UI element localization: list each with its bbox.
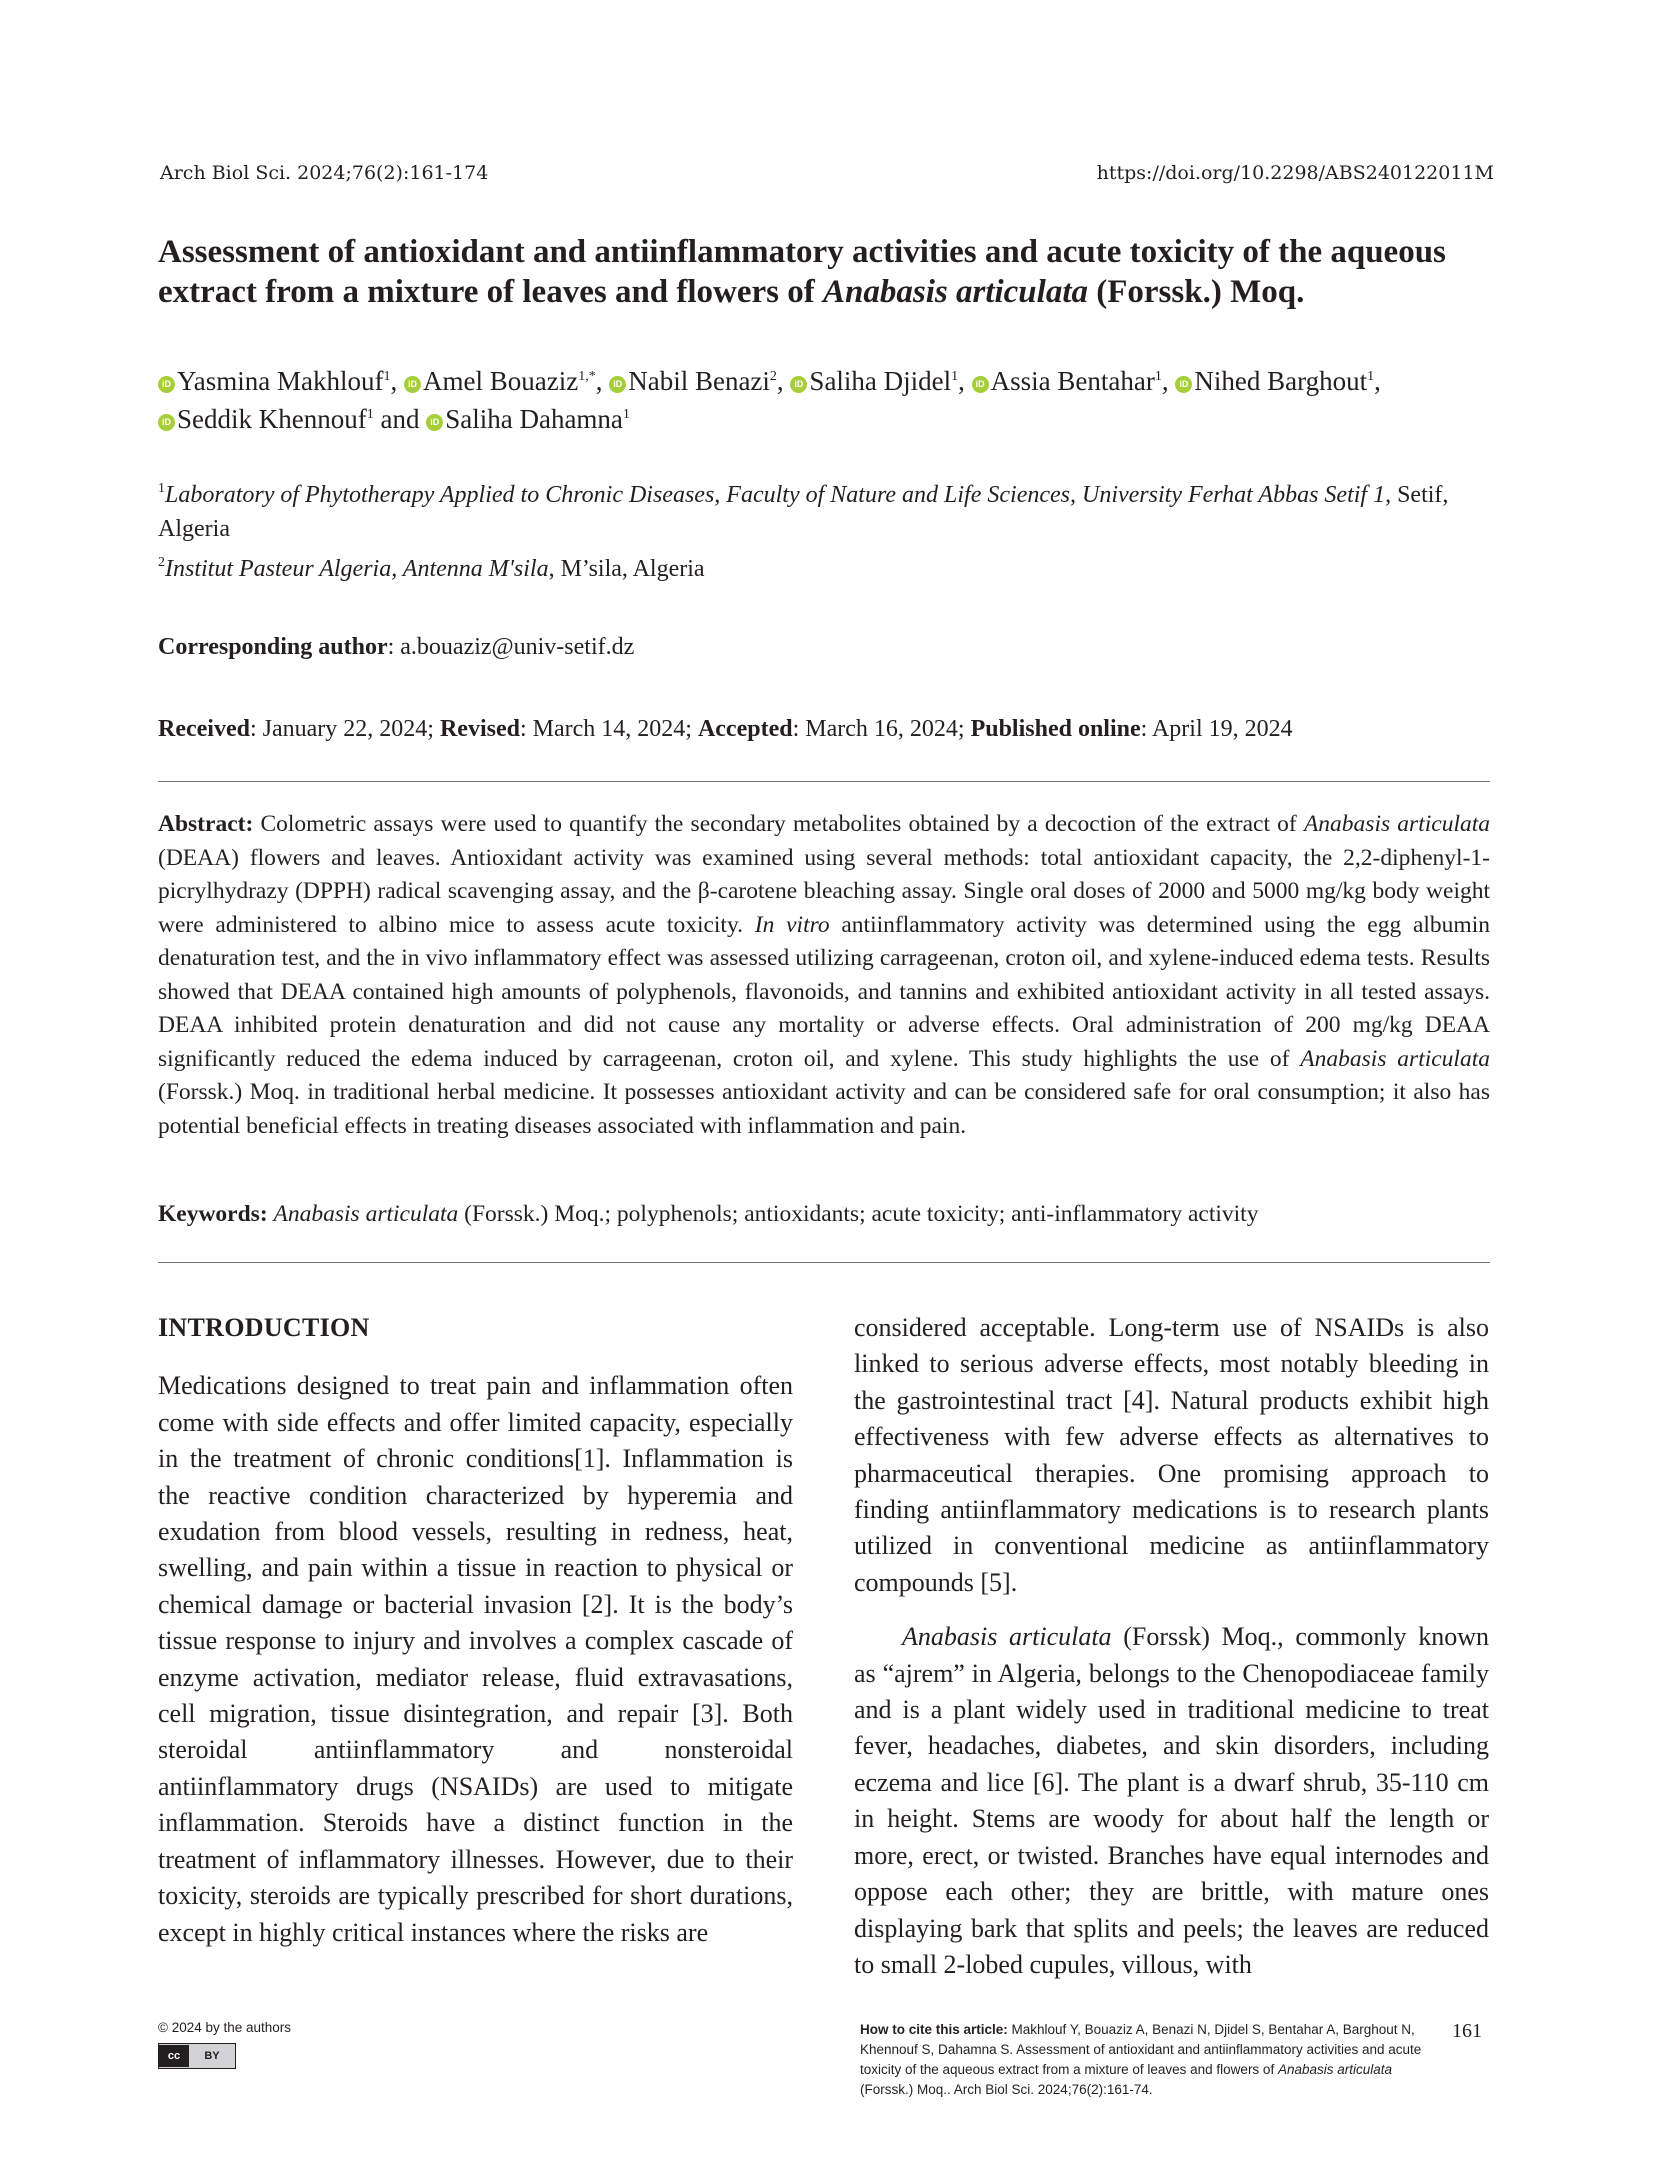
doi-link[interactable]: https://doi.org/10.2298/ABS240122011M	[1096, 162, 1494, 184]
affiliation-2	[158, 552, 1498, 586]
author-name: Assia Bentahar	[990, 366, 1155, 396]
author-name: Amel Bouaziz	[423, 366, 579, 396]
author	[426, 404, 630, 434]
revised-label: Revised	[439, 716, 520, 742]
orcid-icon[interactable]: iD	[609, 376, 626, 393]
affiliation-mark: 2	[158, 555, 165, 570]
author-separator: ,	[390, 366, 405, 396]
cc-logo-icon: cc	[159, 2045, 189, 2067]
author-name: Nabil Benazi	[628, 366, 770, 396]
keywords-species: Anabasis articulata	[273, 1201, 459, 1227]
revised-date: : March 14, 2024;	[519, 716, 698, 742]
abstract-in-vitro: In vitro	[754, 911, 830, 938]
author-affiliation-mark: 1	[622, 407, 630, 422]
keywords-list: (Forssk.) Moq.; polyphenols; antioxidants; acute toxicity; anti-inflammatory activity	[458, 1201, 1259, 1227]
orcid-icon[interactable]: iD	[1175, 376, 1192, 393]
published-date: : April 19, 2024	[1140, 716, 1293, 742]
citation-text: (Forssk.) Moq.. Arch Biol Sci. 2024;76(2):161-74.	[860, 2082, 1153, 2097]
corresponding-author	[158, 634, 634, 661]
author	[158, 404, 426, 434]
author	[972, 366, 1176, 396]
author	[404, 366, 609, 396]
orcid-icon[interactable]: iD	[404, 376, 421, 393]
accepted-date: : March 16, 2024;	[792, 716, 971, 742]
orcid-icon[interactable]: iD	[426, 414, 443, 431]
author-affiliation-mark: 1	[1367, 369, 1375, 384]
author-affiliation-mark: 1	[383, 369, 391, 384]
body-column-right	[854, 1310, 1489, 1983]
affiliation-mark: 1	[158, 481, 165, 496]
author	[790, 366, 971, 396]
author-name: Nihed Barghout	[1194, 366, 1368, 396]
author-name: Saliha Dahamna	[445, 404, 623, 434]
affiliation-location: Setif, Algeria	[158, 482, 1449, 542]
orcid-icon[interactable]: iD	[158, 376, 175, 393]
accepted-label: Accepted	[697, 716, 793, 742]
author-separator: and	[373, 404, 427, 434]
page-number: 161	[1452, 2020, 1482, 2042]
citation-text: Makhlouf Y, Bouaziz A, Benazi N, Djidel S, Bentahar A, Barghout N, Khennouf S, Dahamna S. Assessment of antioxidant and antiinflammatory activities and acute toxicity of the aqueous extract from a mixture of leaves and flowers of	[860, 2022, 1422, 2077]
copyright-notice: © 2024 by the authors	[158, 2020, 292, 2035]
affiliation-1	[158, 478, 1498, 546]
title-part-2: (Forssk.) Moq.	[1088, 274, 1305, 310]
divider-top	[158, 781, 1490, 782]
paragraph-species: Anabasis articulata	[902, 1622, 1112, 1652]
author-separator: ,	[1374, 366, 1381, 396]
citation-label: How to cite this article:	[860, 2022, 1008, 2037]
article-title	[158, 232, 1498, 312]
intro-paragraph-1: Medications designed to treat pain and inflammation often come with side effects and offer limited capacity, especially in the treatment of chronic conditions[1]. Inflammation is the reactive condition characterized by hyperemia and exudation from blood vessels, resulting in redness, heat, swelling, and pain within a tissue in reaction to physical or chemical damage or bacterial invasion [2]. It is the body’s tissue response to injury and involves a complex cascade of enzyme activation, mediator release, fluid extravasations, cell migration, tissue disintegration, and repair [3]. Both steroidal antiinflammatory and nonsteroidal antiinflammatory drugs (NSAIDs) are used to mitigate inflammation. Steroids have a distinct function in the treatment of inflammatory illnesses. However, due to their toxicity, steroids are typically prescribed for short durations, except in highly critical instances where the risks are	[158, 1371, 793, 1947]
keywords-label: Keywords:	[158, 1201, 268, 1227]
abstract-text: (DEAA) flowers and leaves. Antioxidant activity was examined using several methods: total antioxidant capacity, the 2,2-diphenyl-1-picrylhydrazy (DPPH) radical scavenging assay, and the β-carotene bleaching assay. Single oral doses of 2000 and 5000 mg/kg body weight were administered to albino mice to assess acute toxicity.	[158, 844, 1490, 938]
abstract	[158, 808, 1490, 1143]
body-column-left	[158, 1310, 793, 1951]
received-label: Received	[158, 716, 250, 742]
author-separator: ,	[1161, 366, 1176, 396]
paragraph-text: (Forssk) Moq., commonly known as “ajrem” in Algeria, belongs to the Chenopodiaceae family and is a plant widely used in traditional medicine to treat fever, headaches, diabetes, and skin disorders, including eczema and lice [6]. The plant is a dwarf shrub, 35-110 cm in height. Stems are woody for about half the length or more, erect, or twisted. Branches have equal internodes and oppose each other; they are brittle, with mature ones displaying bark that splits and peels; the leaves are reduced to small 2-lobed cupules, villous, with	[854, 1622, 1489, 1979]
by-attribution-icon: BY	[204, 2050, 220, 2062]
abstract-text: (Forssk.) Moq. in traditional herbal medicine. It possesses antioxidant activity and can be considered safe for oral consumption; it also has potential beneficial effects in treating diseases associated with inflammation and pain.	[158, 1079, 1490, 1139]
author-list	[158, 362, 1498, 438]
author-affiliation-mark: 1	[951, 369, 959, 384]
author	[158, 366, 404, 396]
author-name: Saliha Djidel	[809, 366, 952, 396]
author-affiliation-mark: 1,*	[578, 369, 596, 384]
orcid-icon[interactable]: iD	[972, 376, 989, 393]
abstract-species: Anabasis articulata	[1303, 811, 1491, 837]
citation-species: Anabasis articulata	[1277, 2062, 1393, 2077]
author	[1175, 366, 1380, 396]
abstract-text: Colometric assays were used to quantify the secondary metabolites obtained by a decoction of the extract of	[253, 811, 1304, 837]
intro-paragraph-2: considered acceptable. Long-term use of NSAIDs is also linked to serious adverse effects, most notably bleeding in the gastrointestinal tract [4]. Natural products exhibit high effectiveness with few adverse effects as alternatives to pharmaceutical therapies. One promising approach to finding antiinflammatory medications is to research plants utilized in conventional medicine as antiinflammatory compounds [5].	[854, 1313, 1489, 1597]
affiliation-location: , M’sila, Algeria	[548, 556, 705, 582]
title-part-1: Assessment of antioxidant and antiinflammatory activities and acute toxicity of the aqueous extract from a mixture of leaves and flowers of	[158, 234, 1446, 310]
title-species: Anabasis articulata	[823, 274, 1088, 310]
received-date: : January 22, 2024;	[249, 716, 440, 742]
author-separator: ,	[595, 366, 610, 396]
keywords	[158, 1198, 1490, 1232]
author-name: Seddik Khennouf	[177, 404, 367, 434]
orcid-icon[interactable]: iD	[790, 376, 807, 393]
author-affiliation-mark: 1	[366, 407, 374, 422]
corresponding-label: Corresponding author	[158, 634, 388, 660]
corresponding-email[interactable]: : a.bouaziz@univ-setif.dz	[387, 634, 635, 660]
affiliation-institution: Laboratory of Phytotherapy Applied to Chronic Diseases, Faculty of Nature and Life Sciences, University Ferhat Abbas Setif 1,	[165, 482, 1392, 508]
abstract-text: antiinflammatory activity was determined using the egg albumin denaturation test, and the in vivo inflammatory effect was assessed utilizing carrageenan, croton oil, and xylene-induced edema tests. Results showed that DEAA contained high amounts of polyphenols, flavonoids, and tannins and exhibited antioxidant activity in all tested assays. DEAA inhibited protein denaturation and did not cause any mortality or adverse effects. Oral administration of 200 mg/kg DEAA significantly reduced the edema induced by carrageenan, croton oil, and xylene. This study highlights the use of	[158, 911, 1490, 1072]
article-dates	[158, 716, 1498, 743]
intro-paragraph-3	[854, 1619, 1489, 1983]
abstract-species: Anabasis articulata	[1300, 1045, 1490, 1072]
author-separator: ,	[776, 366, 791, 396]
journal-reference: Arch Biol Sci. 2024;76(2):161-174	[160, 162, 489, 184]
citation-block	[860, 2020, 1430, 2100]
author-separator: ,	[958, 366, 972, 396]
abstract-label: Abstract:	[158, 811, 254, 837]
divider-bottom	[158, 1262, 1490, 1263]
cc-license-icon[interactable]	[158, 2043, 236, 2069]
author-affiliation-mark: 2	[769, 369, 777, 384]
orcid-icon[interactable]: iD	[158, 414, 175, 431]
section-heading: INTRODUCTION	[158, 1313, 370, 1342]
author	[609, 366, 790, 396]
affiliation-institution: Institut Pasteur Algeria, Antenna M'sila	[165, 556, 549, 582]
published-label: Published online	[970, 716, 1141, 742]
author-affiliation-mark: 1	[1154, 369, 1162, 384]
author-name: Yasmina Makhlouf	[177, 366, 384, 396]
